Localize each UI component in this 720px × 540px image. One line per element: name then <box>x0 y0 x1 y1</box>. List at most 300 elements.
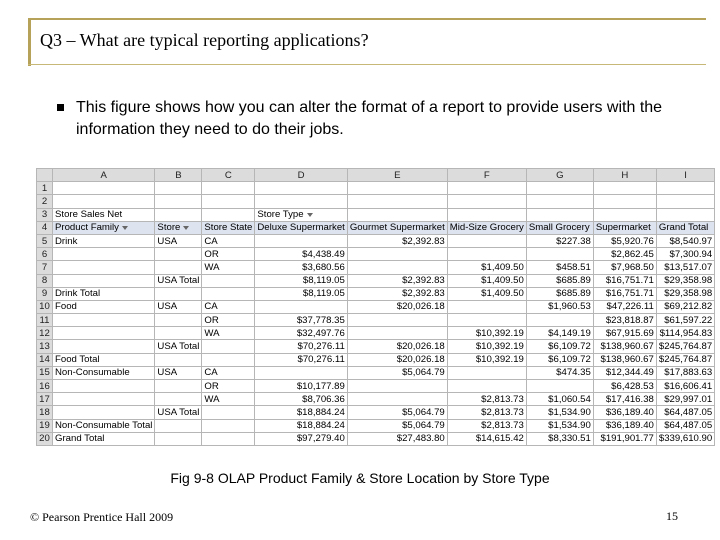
cell-value: $27,483.80 <box>396 433 445 445</box>
table-cell[interactable] <box>202 393 255 406</box>
column-header-row <box>37 169 715 182</box>
cell-value: $138,960.67 <box>600 354 654 366</box>
cell-value: Mid-Size Grocery <box>449 222 524 234</box>
table-cell[interactable] <box>526 314 593 327</box>
table-cell[interactable] <box>255 419 347 432</box>
table-cell[interactable] <box>53 353 155 366</box>
table-cell[interactable] <box>656 419 714 432</box>
table-cell[interactable] <box>526 248 593 261</box>
table-cell[interactable] <box>593 393 656 406</box>
table-cell[interactable] <box>155 406 202 419</box>
table-cell[interactable] <box>593 406 656 419</box>
cell-value: $339,610.90 <box>658 433 713 445</box>
table-cell[interactable] <box>526 419 593 432</box>
cell-value: $2,862.45 <box>611 248 654 260</box>
table-cell[interactable] <box>447 274 526 287</box>
cell-value: $97,279.40 <box>296 433 345 445</box>
table-cell[interactable] <box>526 300 593 313</box>
table-cell[interactable] <box>53 340 155 353</box>
table-cell[interactable] <box>155 234 202 247</box>
table-row <box>37 287 715 300</box>
table-cell[interactable] <box>526 406 593 419</box>
table-row <box>37 248 715 261</box>
table-row <box>37 419 715 432</box>
dropdown-arrow-icon[interactable] <box>122 226 128 230</box>
table-cell[interactable] <box>593 182 656 195</box>
cell-value: CA <box>204 367 218 379</box>
cell-value: $6,109.72 <box>548 341 591 353</box>
table-cell[interactable] <box>53 208 155 221</box>
table-cell[interactable] <box>202 300 255 313</box>
cell-value: Small Grocery <box>528 222 590 234</box>
table-cell[interactable] <box>255 274 347 287</box>
table-cell[interactable] <box>53 393 155 406</box>
cell-value: $67,915.69 <box>605 327 654 339</box>
table-cell[interactable] <box>447 340 526 353</box>
table-cell[interactable] <box>202 406 255 419</box>
table-cell[interactable] <box>593 234 656 247</box>
table-cell[interactable] <box>447 327 526 340</box>
table-cell[interactable] <box>255 208 347 221</box>
table-cell[interactable] <box>53 287 155 300</box>
cell-value: $64,487.05 <box>664 406 713 418</box>
dropdown-arrow-icon[interactable] <box>307 213 313 217</box>
column-header[interactable]: E <box>347 169 447 182</box>
cell-value: $4,149.19 <box>548 327 591 339</box>
table-cell[interactable] <box>447 406 526 419</box>
table-cell[interactable] <box>347 195 447 208</box>
table-cell[interactable] <box>53 182 155 195</box>
table-cell[interactable] <box>447 366 526 379</box>
row-header[interactable]: 11 <box>37 314 53 327</box>
table-cell[interactable] <box>155 274 202 287</box>
row-header[interactable]: 3 <box>37 208 53 221</box>
cell-value: $458.51 <box>556 261 591 273</box>
cell-value: $16,751.71 <box>605 288 654 300</box>
row-header[interactable]: 17 <box>37 393 53 406</box>
table-cell[interactable] <box>255 393 347 406</box>
table-cell[interactable] <box>53 314 155 327</box>
table-cell[interactable] <box>447 314 526 327</box>
cell-value: $191,901.77 <box>600 433 654 445</box>
table-cell[interactable] <box>53 406 155 419</box>
table-cell[interactable] <box>202 380 255 393</box>
table-cell[interactable] <box>347 393 447 406</box>
table-cell[interactable] <box>255 314 347 327</box>
table-cell[interactable] <box>155 432 202 445</box>
row-header[interactable]: 13 <box>37 340 53 353</box>
cell-value: $2,813.73 <box>481 420 524 432</box>
table-cell[interactable] <box>347 234 447 247</box>
column-header[interactable]: C <box>202 169 255 182</box>
table-cell[interactable] <box>526 393 593 406</box>
cell-value: CA <box>204 235 218 247</box>
table-cell[interactable] <box>53 261 155 274</box>
row-header[interactable]: 6 <box>37 248 53 261</box>
table-cell[interactable] <box>155 182 202 195</box>
table-cell[interactable] <box>593 274 656 287</box>
cell-value: $64,487.05 <box>664 420 713 432</box>
cell-value: $18,884.24 <box>296 420 345 432</box>
table-cell[interactable] <box>202 353 255 366</box>
row-header[interactable]: 19 <box>37 419 53 432</box>
table-cell[interactable] <box>202 208 255 221</box>
column-header[interactable]: D <box>255 169 347 182</box>
cell-value: $1,960.53 <box>548 301 591 313</box>
table-cell[interactable] <box>255 353 347 366</box>
table-cell[interactable] <box>202 327 255 340</box>
cell-value: $685.89 <box>556 288 591 300</box>
table-cell[interactable] <box>202 195 255 208</box>
table-cell[interactable] <box>155 380 202 393</box>
cell-value: $245,764.87 <box>658 354 713 366</box>
cell-value: $70,276.11 <box>297 354 345 366</box>
table-cell[interactable] <box>347 274 447 287</box>
table-cell[interactable] <box>593 248 656 261</box>
table-cell[interactable] <box>53 195 155 208</box>
cell-value: $16,751.71 <box>605 275 654 287</box>
table-cell[interactable] <box>347 300 447 313</box>
table-cell[interactable] <box>526 221 593 234</box>
table-cell[interactable] <box>447 182 526 195</box>
cell-value: $16,606.41 <box>664 380 713 392</box>
table-cell[interactable] <box>202 248 255 261</box>
table-cell[interactable] <box>255 221 347 234</box>
table-cell[interactable] <box>347 419 447 432</box>
table-cell[interactable] <box>526 261 593 274</box>
table-cell[interactable] <box>155 208 202 221</box>
table-cell[interactable] <box>656 300 714 313</box>
cell-value: Non-Consumable Total <box>55 420 153 432</box>
cell-value: $227.38 <box>556 235 591 247</box>
table-cell[interactable] <box>526 380 593 393</box>
table-cell[interactable] <box>53 419 155 432</box>
table-cell[interactable] <box>593 366 656 379</box>
table-cell[interactable] <box>255 195 347 208</box>
table-cell[interactable] <box>347 261 447 274</box>
column-header[interactable]: A <box>53 169 155 182</box>
cell-value: $37,778.35 <box>296 314 345 326</box>
table-cell[interactable] <box>155 287 202 300</box>
dropdown-arrow-icon[interactable] <box>183 226 189 230</box>
cell-value: $245,764.87 <box>658 341 713 353</box>
table-cell[interactable] <box>255 248 347 261</box>
table-cell[interactable] <box>593 300 656 313</box>
table-cell[interactable] <box>202 234 255 247</box>
row-header[interactable]: 2 <box>37 195 53 208</box>
cell-value: $1,534.90 <box>548 420 591 432</box>
table-cell[interactable] <box>53 380 155 393</box>
table-cell[interactable] <box>656 248 714 261</box>
table-row <box>37 274 715 287</box>
table-row <box>37 300 715 313</box>
table-cell[interactable] <box>593 221 656 234</box>
table-row <box>37 393 715 406</box>
table-cell[interactable] <box>347 340 447 353</box>
column-header[interactable]: G <box>526 169 593 182</box>
table-cell[interactable] <box>53 221 155 234</box>
table-cell[interactable] <box>447 221 526 234</box>
row-header[interactable]: 15 <box>37 366 53 379</box>
table-cell[interactable] <box>53 432 155 445</box>
cell-value: $8,540.97 <box>669 235 713 247</box>
table-row <box>37 327 715 340</box>
table-cell[interactable] <box>656 182 714 195</box>
table-cell[interactable] <box>202 314 255 327</box>
table-cell[interactable] <box>347 380 447 393</box>
table-cell[interactable] <box>656 327 714 340</box>
table-cell[interactable] <box>526 340 593 353</box>
table-cell[interactable] <box>255 366 347 379</box>
cell-value: $138,960.67 <box>600 341 654 353</box>
row-header[interactable]: 9 <box>37 287 53 300</box>
cell-value: $32,497.76 <box>296 327 345 339</box>
cell-value: $61,597.22 <box>664 314 713 326</box>
table-cell[interactable] <box>202 432 255 445</box>
table-cell[interactable] <box>202 287 255 300</box>
row-header[interactable]: 10 <box>37 300 53 313</box>
cell-value: Product Family <box>55 222 119 234</box>
table-cell[interactable] <box>526 195 593 208</box>
table-cell[interactable] <box>447 380 526 393</box>
table-cell[interactable] <box>53 300 155 313</box>
table-cell[interactable] <box>347 432 447 445</box>
table-row <box>37 195 715 208</box>
table-cell[interactable] <box>593 208 656 221</box>
table-cell[interactable] <box>526 287 593 300</box>
table-cell[interactable] <box>347 221 447 234</box>
table-cell[interactable] <box>347 353 447 366</box>
table-cell[interactable] <box>155 393 202 406</box>
cell-value: Store State <box>204 222 253 234</box>
table-cell[interactable] <box>155 327 202 340</box>
table-cell[interactable] <box>155 314 202 327</box>
slide-frame-top <box>28 18 706 20</box>
table-cell[interactable] <box>255 300 347 313</box>
cell-value: $114,954.83 <box>659 327 713 339</box>
table-cell[interactable] <box>347 287 447 300</box>
table-cell[interactable] <box>53 327 155 340</box>
pivot-table-figure <box>36 168 715 446</box>
table-cell[interactable] <box>593 287 656 300</box>
cell-value: $3,680.56 <box>302 261 345 273</box>
table-cell[interactable] <box>202 419 255 432</box>
cell-value: OR <box>204 248 219 260</box>
table-cell[interactable] <box>155 261 202 274</box>
table-cell[interactable] <box>447 432 526 445</box>
table-cell[interactable] <box>656 406 714 419</box>
table-row <box>37 380 715 393</box>
table-cell[interactable] <box>593 327 656 340</box>
table-cell[interactable] <box>255 380 347 393</box>
table-cell[interactable] <box>347 314 447 327</box>
table-cell[interactable] <box>447 234 526 247</box>
table-cell[interactable] <box>526 327 593 340</box>
table-cell[interactable] <box>593 419 656 432</box>
table-cell[interactable] <box>255 182 347 195</box>
table-cell[interactable] <box>656 393 714 406</box>
table-cell[interactable] <box>447 393 526 406</box>
table-cell[interactable] <box>593 195 656 208</box>
table-cell[interactable] <box>347 327 447 340</box>
table-cell[interactable] <box>656 353 714 366</box>
table-cell[interactable] <box>202 274 255 287</box>
table-cell[interactable] <box>656 234 714 247</box>
table-cell[interactable] <box>656 221 714 234</box>
table-cell[interactable] <box>656 208 714 221</box>
table-cell[interactable] <box>202 261 255 274</box>
cell-value: WA <box>204 393 220 405</box>
column-header[interactable]: H <box>593 169 656 182</box>
cell-value: $14,615.42 <box>475 433 524 445</box>
table-cell[interactable] <box>447 300 526 313</box>
cell-value: $20,026.18 <box>396 341 445 353</box>
table-row <box>37 366 715 379</box>
table-cell[interactable] <box>656 274 714 287</box>
cell-value: $20,026.18 <box>396 301 445 313</box>
cell-value: OR <box>204 314 219 326</box>
table-cell[interactable] <box>447 261 526 274</box>
table-cell[interactable] <box>593 261 656 274</box>
table-cell[interactable] <box>593 314 656 327</box>
table-cell[interactable] <box>447 353 526 366</box>
cell-value: $5,064.79 <box>402 406 445 418</box>
cell-value: $474.35 <box>556 367 591 379</box>
table-cell[interactable] <box>447 195 526 208</box>
table-cell[interactable] <box>526 234 593 247</box>
table-cell[interactable] <box>53 248 155 261</box>
table-cell[interactable] <box>347 248 447 261</box>
row-header[interactable]: 18 <box>37 406 53 419</box>
table-cell[interactable] <box>155 353 202 366</box>
table-cell[interactable] <box>255 432 347 445</box>
table-cell[interactable] <box>656 287 714 300</box>
cell-value: USA Total <box>157 341 200 353</box>
bullet-text: This figure shows how you can alter the format of a report to provide users with the information they need to do their jobs. <box>76 99 663 138</box>
row-header[interactable]: 16 <box>37 380 53 393</box>
cell-value: $2,392.83 <box>402 275 445 287</box>
cell-value: $1,534.90 <box>548 406 591 418</box>
cell-value: Food <box>55 301 77 313</box>
table-cell[interactable] <box>656 314 714 327</box>
table-cell[interactable] <box>155 221 202 234</box>
table-cell[interactable] <box>347 182 447 195</box>
table-cell[interactable] <box>526 208 593 221</box>
cell-value: $8,119.05 <box>302 288 345 300</box>
table-cell[interactable] <box>255 406 347 419</box>
cell-value: $13,517.07 <box>664 261 713 273</box>
cell-value: Drink Total <box>55 288 101 300</box>
cell-value: $12,344.49 <box>605 367 654 379</box>
table-cell[interactable] <box>526 366 593 379</box>
table-cell[interactable] <box>155 340 202 353</box>
table-cell[interactable] <box>155 419 202 432</box>
table-cell[interactable] <box>155 366 202 379</box>
table-cell[interactable] <box>593 353 656 366</box>
row-header[interactable]: 12 <box>37 327 53 340</box>
column-header[interactable]: B <box>155 169 202 182</box>
table-cell[interactable] <box>255 261 347 274</box>
table-cell[interactable] <box>656 380 714 393</box>
table-cell[interactable] <box>347 406 447 419</box>
table-cell[interactable] <box>202 366 255 379</box>
cell-value: Non-Consumable <box>55 367 130 379</box>
table-cell[interactable] <box>447 208 526 221</box>
column-header[interactable]: I <box>656 169 714 182</box>
table-cell[interactable] <box>526 182 593 195</box>
table-row <box>37 208 715 221</box>
table-cell[interactable] <box>656 432 714 445</box>
table-cell[interactable] <box>656 340 714 353</box>
cell-value: $7,968.50 <box>611 261 654 273</box>
table-cell[interactable] <box>656 261 714 274</box>
table-row <box>37 432 715 445</box>
cell-value: $2,813.73 <box>481 393 524 405</box>
cell-value: $2,813.73 <box>481 406 524 418</box>
table-cell[interactable] <box>656 195 714 208</box>
column-header[interactable]: F <box>447 169 526 182</box>
cell-value: $8,330.51 <box>548 433 591 445</box>
table-cell[interactable] <box>53 366 155 379</box>
table-cell[interactable] <box>526 353 593 366</box>
table-cell[interactable] <box>202 182 255 195</box>
cell-value: Supermarket <box>595 222 651 234</box>
row-header[interactable]: 14 <box>37 353 53 366</box>
table-cell[interactable] <box>447 287 526 300</box>
table-cell[interactable] <box>255 234 347 247</box>
table-cell[interactable] <box>53 274 155 287</box>
table-cell[interactable] <box>255 327 347 340</box>
cell-value: $685.89 <box>556 275 591 287</box>
cell-value: $8,119.05 <box>302 275 345 287</box>
table-cell[interactable] <box>155 248 202 261</box>
slide-frame-left <box>28 18 31 66</box>
cell-value: Gourmet Supermarket <box>349 222 445 234</box>
table-cell[interactable] <box>656 366 714 379</box>
row-header[interactable]: 1 <box>37 182 53 195</box>
table-cell[interactable] <box>255 340 347 353</box>
table-row <box>37 353 715 366</box>
figure-caption: Fig 9-8 OLAP Product Family & Store Location by Store Type <box>170 470 550 486</box>
slide-title-rule <box>28 64 706 65</box>
cell-value: USA Total <box>157 406 200 418</box>
table-cell[interactable] <box>593 340 656 353</box>
table-cell[interactable] <box>202 221 255 234</box>
table-cell[interactable] <box>593 380 656 393</box>
table-cell[interactable] <box>347 366 447 379</box>
table-cell[interactable] <box>526 432 593 445</box>
table-cell[interactable] <box>447 248 526 261</box>
table-cell[interactable] <box>53 234 155 247</box>
cell-value: $20,026.18 <box>396 354 445 366</box>
cell-value: Deluxe Supermarket <box>257 222 345 234</box>
row-header[interactable]: 4 <box>37 221 53 234</box>
cell-value: Store Type <box>257 209 304 221</box>
row-header[interactable]: 7 <box>37 261 53 274</box>
table-cell[interactable] <box>255 287 347 300</box>
table-cell[interactable] <box>526 274 593 287</box>
table-cell[interactable] <box>593 432 656 445</box>
table-cell[interactable] <box>155 300 202 313</box>
row-header[interactable]: 8 <box>37 274 53 287</box>
corner-cell[interactable] <box>37 169 53 182</box>
table-cell[interactable] <box>347 208 447 221</box>
row-header[interactable]: 5 <box>37 234 53 247</box>
table-cell[interactable] <box>447 419 526 432</box>
table-cell[interactable] <box>202 340 255 353</box>
table-cell[interactable] <box>155 195 202 208</box>
row-header[interactable]: 20 <box>37 432 53 445</box>
